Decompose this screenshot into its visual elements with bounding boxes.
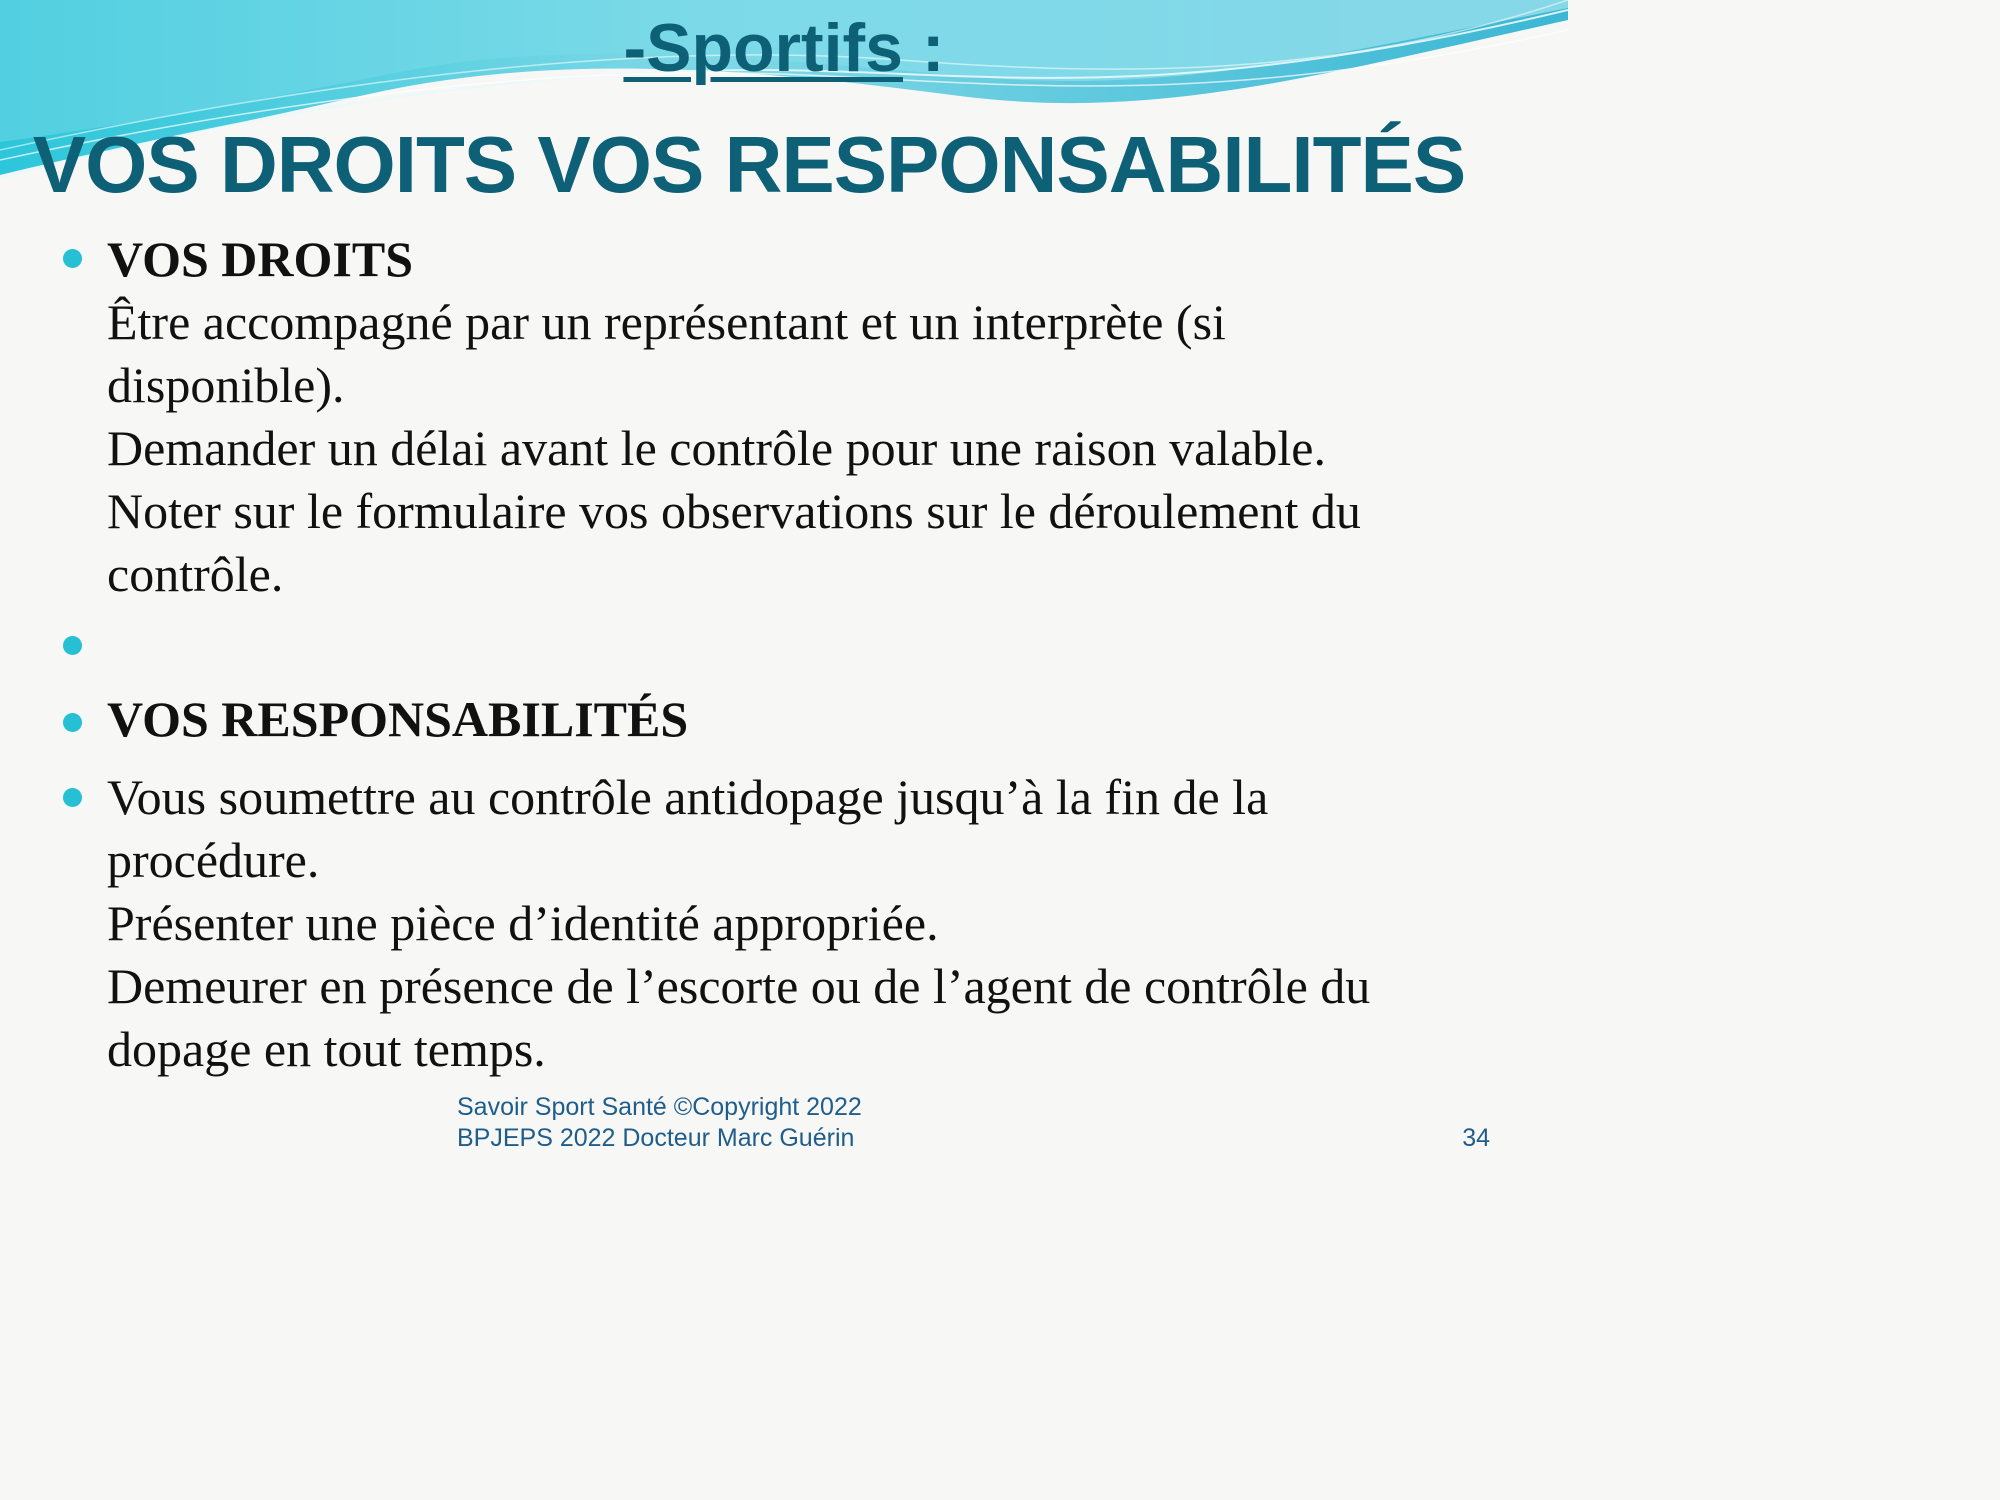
footer-credits	[457, 1092, 862, 1154]
responsibilities-line: Vous soumettre au contrôle antidopage jusqu’à la fin de la	[107, 769, 1269, 825]
page-number: 34	[1462, 1124, 1490, 1152]
responsibilities-heading-item	[107, 688, 1547, 751]
responsibilities-line: Présenter une pièce d’identité appropriée.	[107, 895, 939, 951]
footer-copyright: Savoir Sport Santé ©Copyright 2022	[457, 1093, 862, 1121]
rights-heading: VOS DROITS	[107, 231, 414, 287]
rights-line: contrôle.	[107, 546, 284, 602]
bullet-icon	[63, 788, 82, 807]
bullet-icon	[63, 713, 82, 732]
slide-title-suffix: :	[903, 10, 945, 86]
bullet-icon	[63, 636, 82, 655]
responsibilities-item	[107, 766, 1547, 1081]
footer-author: BPJEPS 2022 Docteur Marc Guérin	[457, 1124, 855, 1152]
rights-line: disponible).	[107, 357, 345, 413]
slide-title-prefix-line	[0, 8, 1568, 88]
rights-line: Demander un délai avant le contrôle pour une raison valable.	[107, 420, 1326, 476]
rights-line: Noter sur le formulaire vos observations sur le déroulement du	[107, 483, 1361, 539]
rights-line: Être accompagné par un représentant et un interprète (si	[107, 294, 1226, 350]
slide-title-prefix: -Sportifs	[623, 10, 903, 86]
responsibilities-line: Demeurer en présence de l’escorte ou de l’agent de contrôle du	[107, 958, 1371, 1014]
slide-title: VOS DROITS VOS RESPONSABILITÉS	[32, 120, 1466, 209]
responsibilities-line: procédure.	[107, 832, 320, 888]
bullet-icon	[63, 249, 82, 268]
rights-item	[107, 228, 1547, 606]
responsibilities-heading: VOS RESPONSABILITÉS	[107, 691, 689, 747]
responsibilities-line: dopage en tout temps.	[107, 1021, 546, 1077]
